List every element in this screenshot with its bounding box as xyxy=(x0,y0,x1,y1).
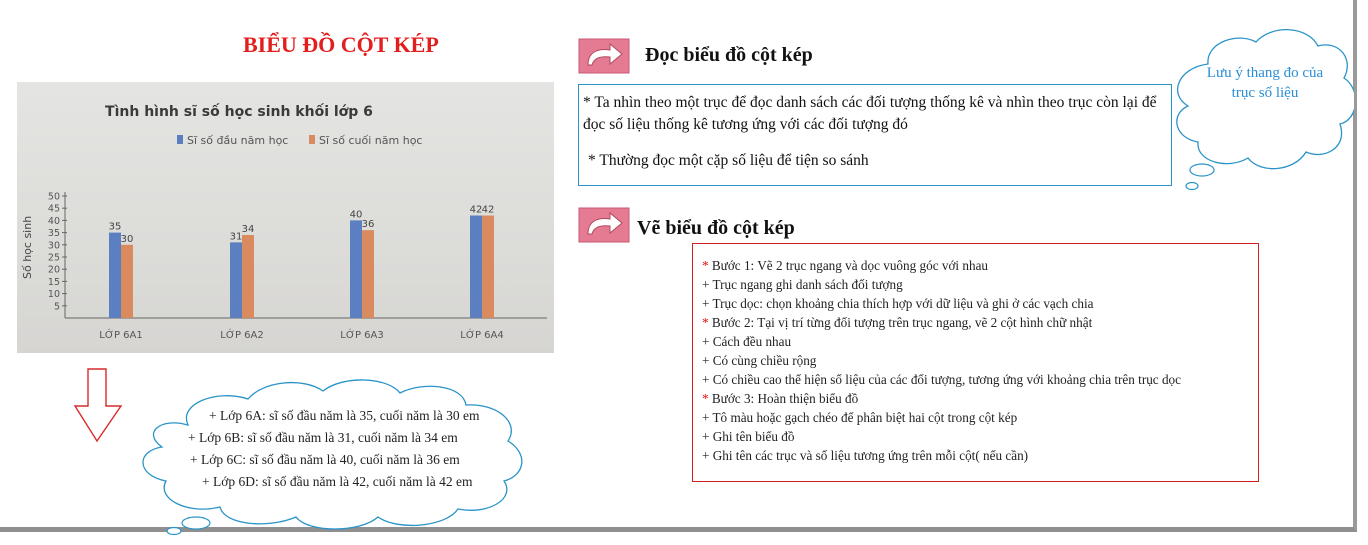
drawing-step xyxy=(702,313,1249,332)
y-tick-label: 25 xyxy=(47,252,60,264)
y-tick-label: 40 xyxy=(47,215,60,227)
drawing-steps-box xyxy=(692,243,1259,482)
x-tick-label: LỚP 6A4 xyxy=(460,330,504,341)
drawing-step xyxy=(702,370,1249,389)
reading-section-title: Đọc biểu đồ cột kép xyxy=(645,44,813,66)
y-tick-label: 20 xyxy=(47,264,60,276)
step-text: + Trục ngang ghi danh sách đối tượng xyxy=(702,277,903,292)
drawing-step xyxy=(702,389,1249,408)
reading-box xyxy=(578,84,1172,186)
step-text: + Ghi tên biểu đồ xyxy=(702,429,795,444)
step-star-marker: * xyxy=(702,315,709,330)
summary-line: + Lớp 6A: sĩ số đầu năm là 35, cuối năm là 30 em xyxy=(209,408,480,423)
bar-value-label: 36 xyxy=(361,219,375,231)
step-text: + Trục dọc: chọn khoảng chia thích hợp với dữ liệu và ghi ở các vạch chia xyxy=(702,296,1094,311)
y-tick-label: 50 xyxy=(47,191,60,203)
drawing-step xyxy=(702,446,1249,465)
chart-photo xyxy=(17,82,554,353)
chart-x-ticks xyxy=(99,328,503,341)
x-tick-label: LỚP 6A3 xyxy=(340,330,384,341)
chart-bar xyxy=(470,216,482,318)
drawing-step xyxy=(702,351,1249,370)
chart-bar xyxy=(230,242,242,318)
bar-value-label: 35 xyxy=(108,221,122,233)
chart-bar xyxy=(362,230,374,318)
chart-title: Tình hình sĩ số học sinh khối lớp 6 xyxy=(105,104,373,120)
note-cloud-shape xyxy=(1168,24,1354,196)
chart-bar xyxy=(121,245,133,318)
step-text: Bước 2: Tại vị trí từng đối tượng trên trục ngang, vẽ 2 cột hình chữ nhật xyxy=(708,315,1093,330)
y-tick-label: 5 xyxy=(53,301,60,313)
curved-arrow-icon xyxy=(578,207,630,243)
bar-value-label: 34 xyxy=(241,224,255,236)
step-text: + Cách đều nhau xyxy=(702,334,792,349)
step-text: Bước 1: Vẽ 2 trục ngang và dọc vuông góc với nhau xyxy=(708,258,989,273)
chart-bar xyxy=(242,235,254,318)
reading-paragraph: * Ta nhìn theo một trục để đọc danh sách các đối tượng thống kê và nhìn theo trục còn lại để đọc số liệu thống kê tương ứng với các đối tượng đó xyxy=(583,94,1157,133)
summary-cloud-text xyxy=(175,405,479,493)
step-text: + Ghi tên các trục và số liệu tương ứng trên mỗi cột( nếu cần) xyxy=(702,448,1029,463)
step-text: + Tô màu hoặc gạch chéo để phân biệt hai cột trong cột kép xyxy=(702,410,1018,425)
summary-line: + Lớp 6B: sĩ số đầu năm là 31, cuối năm là 34 em xyxy=(188,430,458,445)
note-cloud-text: Lưu ý thang đo của trục số liệu xyxy=(1206,65,1324,101)
step-text: Bước 3: Hoàn thiện biểu đồ xyxy=(708,391,859,406)
legend-swatch xyxy=(309,135,315,144)
drawing-step xyxy=(702,332,1249,351)
drawing-step xyxy=(702,427,1249,446)
chart-y-ticks xyxy=(48,192,67,313)
legend-label: Sĩ số đầu năm học xyxy=(187,134,289,147)
chart-bar xyxy=(482,216,494,318)
step-text: + Có cùng chiều rộng xyxy=(702,353,817,368)
y-tick-label: 10 xyxy=(47,289,60,301)
drawing-step xyxy=(702,256,1249,275)
bar-value-label: 31 xyxy=(229,231,243,243)
page-title: BIỂU ĐỒ CỘT KÉP xyxy=(243,32,439,57)
bar-value-label: 40 xyxy=(349,209,363,221)
chart-bars xyxy=(109,205,495,318)
curved-arrow-icon xyxy=(578,38,630,74)
y-tick-label: 15 xyxy=(47,276,60,288)
chart-legend xyxy=(177,134,422,147)
chart-bar xyxy=(109,233,121,318)
reading-paragraph: * Thường đọc một cặp số liệu để tiện so sánh xyxy=(588,152,869,169)
drawing-section-title: Vẽ biểu đồ cột kép xyxy=(637,217,795,239)
double-bar-chart xyxy=(17,82,554,353)
bar-value-label: 42 xyxy=(481,204,495,216)
chart-y-axis-label: Số học sinh xyxy=(21,215,34,279)
step-star-marker: * xyxy=(702,258,709,273)
drawing-step xyxy=(702,408,1249,427)
y-tick-label: 35 xyxy=(47,228,60,240)
bar-value-label: 30 xyxy=(120,233,134,245)
drawing-step xyxy=(702,275,1249,294)
y-tick-label: 45 xyxy=(47,203,60,215)
drawing-step xyxy=(702,294,1249,313)
step-star-marker: * xyxy=(702,391,709,406)
drawing-steps-list xyxy=(702,256,1249,465)
chart-bar xyxy=(350,220,362,318)
step-text: + Có chiều cao thể hiện số liệu của các đối tượng, tương ứng với khoảng chia trên trục dọc xyxy=(702,372,1181,387)
legend-label: Sĩ số cuối năm học xyxy=(319,134,423,147)
bar-value-label: 42 xyxy=(469,204,483,216)
x-tick-label: LỚP 6A2 xyxy=(220,330,264,341)
x-tick-label: LỚP 6A1 xyxy=(99,330,143,341)
y-tick-label: 30 xyxy=(47,240,60,252)
summary-line: + Lớp 6C: sĩ số đầu năm là 40, cuối năm là 36 em xyxy=(190,452,460,467)
legend-swatch xyxy=(177,135,183,144)
down-arrow-icon xyxy=(73,368,125,444)
summary-line: + Lớp 6D: sĩ số đầu năm là 42, cuối năm là 42 em xyxy=(202,474,473,489)
